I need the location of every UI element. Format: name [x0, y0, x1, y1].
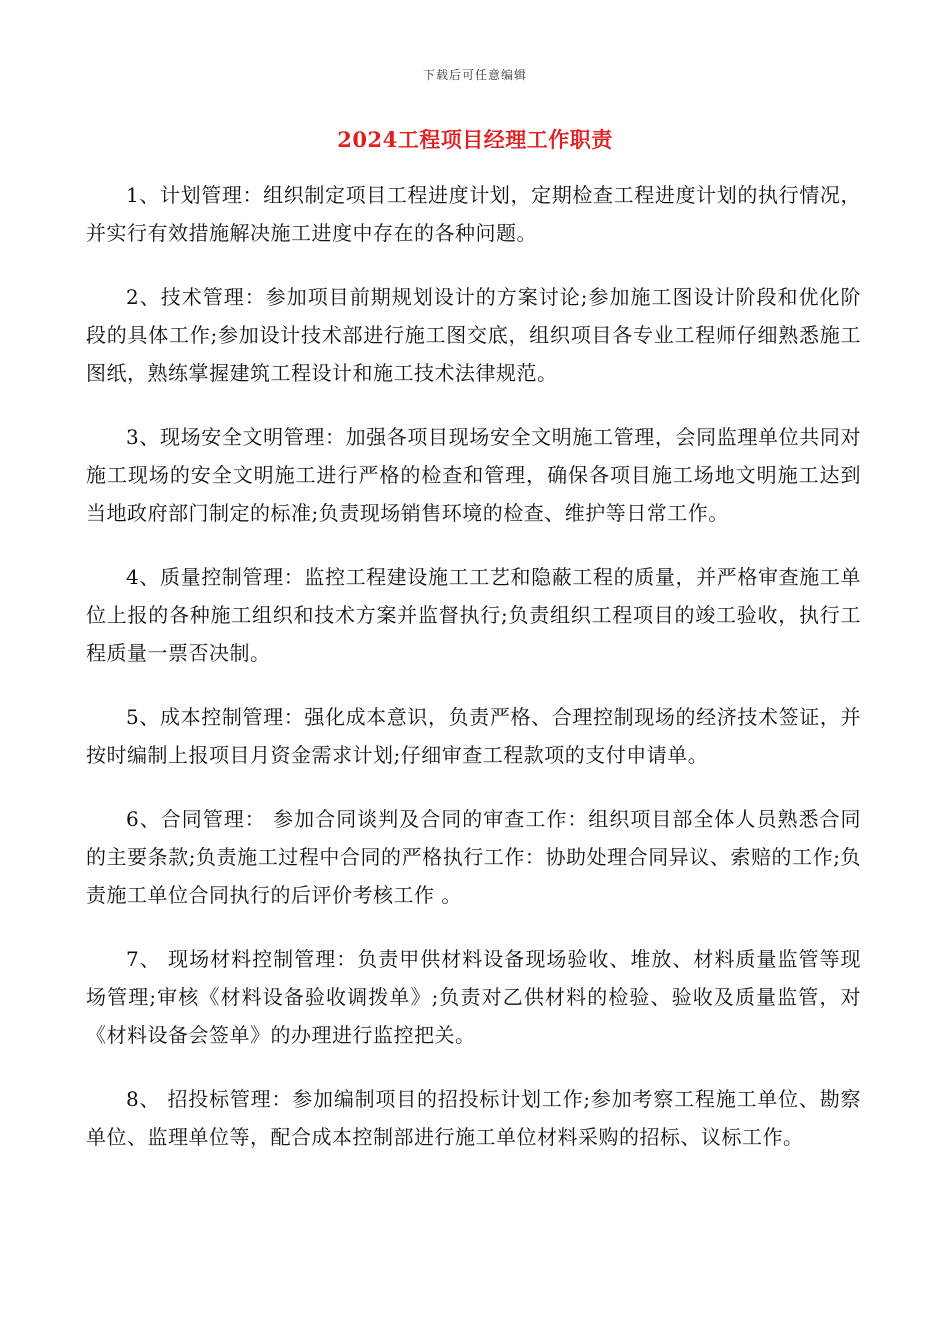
- paragraph-cost-control: 5、成本控制管理：强化成本意识，负责严格、合理控制现场的经济技术签证，并按时编制上报项目月资金需求计划;仔细审查工程款项的支付申请单。: [86, 705, 861, 767]
- paragraph-bidding-management: 8、 招投标管理：参加编制项目的招投标计划工作;参加考察工程施工单位、勘察单位、监理单位等，配合成本控制部进行施工单位材料采购的招标、议标工作。: [86, 1087, 861, 1149]
- paragraph-site-safety-management: 3、现场安全文明管理：加强各项目现场安全文明施工管理，会同监理单位共同对施工现场的安全文明施工进行严格的检查和管理，确保各项目施工场地文明施工达到当地政府部门制定的标准;负责现场销售环境的检查、维护等日常工作。: [86, 425, 861, 525]
- document-title: 2024工程项目经理工作职责: [337, 127, 613, 152]
- paragraph-material-control: 7、 现场材料控制管理：负责甲供材料设备现场验收、堆放、材料质量监管等现场管理;审核《材料设备验收调拨单》;负责对乙供材料的检验、验收及质量监管，对《材料设备会签单》的办理进行监控把关。: [86, 947, 861, 1047]
- document-body: [86, 176, 861, 1182]
- header-note: 下载后可任意编辑: [422, 68, 527, 82]
- paragraph-quality-control: 4、质量控制管理：监控工程建设施工工艺和隐蔽工程的质量，并严格审查施工单位上报的各种施工组织和技术方案并监督执行;负责组织工程项目的竣工验收，执行工程质量一票否决制。: [86, 565, 861, 665]
- paragraph-contract-management: 6、合同管理： 参加合同谈判及合同的审查工作：组织项目部全体人员熟悉合同的主要条款;负责施工过程中合同的严格执行工作：协助处理合同异议、索赔的工作;负责施工单位合同执行的后评价考核工作 。: [86, 807, 861, 907]
- paragraph-plan-management: 1、计划管理：组织制定项目工程进度计划，定期检查工程进度计划的执行情况，并实行有效措施解决施工进度中存在的各种问题。: [86, 183, 861, 245]
- paragraph-technical-management: 2、技术管理：参加项目前期规划设计的方案讨论;参加施工图设计阶段和优化阶段的具体工作;参加设计技术部进行施工图交底，组织项目各专业工程师仔细熟悉施工图纸，熟练掌握建筑工程设计和施工技术法律规范。: [86, 285, 861, 385]
